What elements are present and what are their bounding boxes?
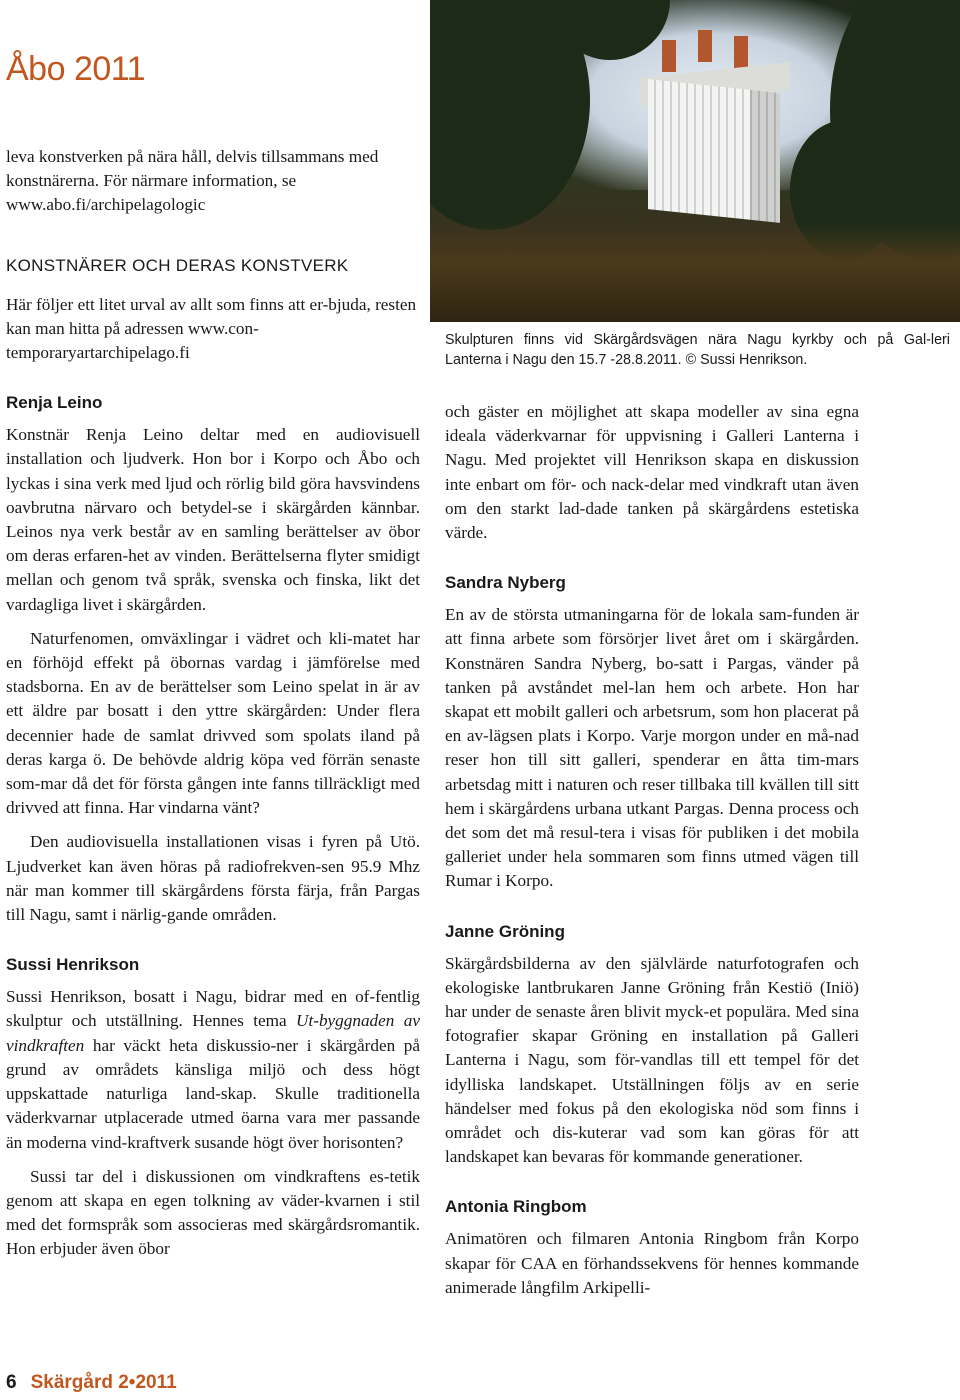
sussi-text-a: Sussi Henrikson, bosatt i Nagu, bidrar med en of-fentlig skulptur och utställning. Hennes tema xyxy=(6,987,420,1031)
renja-paragraph-1: Konstnär Renja Leino deltar med en audiovisuell installation och ljudverk. Hon bor i Korpo och Åbo och lyckas i sina verk med ljud och rörlig bild göra havsvindens oavbrutna närvaro och betydel-se i skärgården kännbar. Leinos nya verk består av en samling berättelser av öbor om deras erfaren-het av vinden. Berättelserna flyter smidigt mellan och genom två språk, svenska och finska, likt det vardagliga livet i skärgården. xyxy=(6,425,420,614)
sussi-paragraph-3: och gäster en möjlighet att skapa modeller av sina egna ideala väderkvarnar för uppvisning i Galleri Lanterna i Nagu. Med projektet vill Henrikson skapa en diskussion inte enbart om för- och nack-delar med vindkraft utan även om den starkt lad-dade tanken på skärgårdens estetiska värde. xyxy=(445,402,859,543)
page-title: Åbo 2011 xyxy=(6,50,146,88)
left-column xyxy=(6,145,420,1262)
artist-heading-renja-leino: Renja Leino xyxy=(6,393,103,413)
sussi-theme-title: Ut-byggnaden av vindkraften xyxy=(6,1011,420,1055)
photo-chimney xyxy=(734,36,748,68)
sussi-paragraph-2: Sussi tar del i diskussionen om vindkraftens es-tetik genom att skapa en egen tolkning av väder-kvarnen i stil med det formspråk som associeras med skärgårdsromantik. Hon erbjuder även öbor xyxy=(6,1166,420,1259)
artist-heading-antonia-ringbom: Antonia Ringbom xyxy=(445,1197,587,1217)
artist-heading-janne-groning: Janne Gröning xyxy=(445,921,565,941)
intro-paragraph: leva konstverken på nära håll, delvis tillsammans med konstnärerna. För närmare information, se www.abo.fi/archipelagologic xyxy=(6,147,379,215)
section-intro: Här följer ett litet urval av allt som finns att er-bjuda, resten kan man hitta på adressen www.con-temporaryartarchipelago.fi xyxy=(6,294,417,363)
right-column xyxy=(445,400,859,1300)
sussi-paragraph-1 xyxy=(6,985,420,1154)
sussi-text-b: har väckt heta diskussio-ner i skärgården på grund av områdets känsliga miljö och dess högt uppskattade naturliga land-skap. Skulle traditionella väderkvarnar utplacerade utmed öarna vara mer passande än moderna vind-kraftverk susande högt över horisonten? xyxy=(6,1035,420,1152)
photo-chimney xyxy=(662,40,676,72)
sculpture-photo xyxy=(430,0,960,322)
renja-paragraph-2: Naturfenomen, omväxlingar i vädret och kli-matet har en förhöjd effekt på öbornas vardag i jämförelse med stadsborna. En av de berättelser som Leino spelat in är av ett äldre par bosatt i den yttre skärgården: Under flera decennier hade de samlat drivved som spolats iland på deras karga ö. De behövde aldrig köpa ved förrän senaste som-mar då det för första gången inte fanns tillräckligt med drivved att finna. Har vindarna vänt? xyxy=(6,628,420,818)
artist-heading-sandra-nyberg: Sandra Nyberg xyxy=(445,573,566,593)
photo-caption: Skulpturen finns vid Skärgårdsvägen nära Nagu kyrkby och på Gal-leri Lanterna i Nagu den 15.7 -28.8.2011. © Sussi Henrikson. xyxy=(445,332,950,368)
photo-windmill-house xyxy=(648,79,780,223)
section-heading: KONSTNÄRER OCH DERAS KONSTVERK xyxy=(6,255,349,275)
sandra-paragraph-1: En av de största utmaningarna för de lokala sam-funden är att finna arbete som försörjer livet året om i skärgården. Konstnären Sandra Nyberg, bo-satt i Pargas, vänder på tanken på avståndet mel-lan hem och arbete. Hon har skapat ett mobilt galleri och arbetsrum, som hon placerat på en av-lägsen plats i Korpo. Varje morgon under en må-nad reser hon till sitt galleri, spenderar en åtta tim-mars arbetsdag mitt i naturen och reser tillbaka till kvällen till sitt hem i skärgårdens urbana utkant Pargas. Denna process och det som det må resul-tera i visas för publiken i det mobila galleriet under hela sommaren som finns utmed vägen till Rumar i Korpo. xyxy=(445,605,859,891)
photo-ground xyxy=(430,222,960,322)
antonia-paragraph-1: Animatören och filmaren Antonia Ringbom från Korpo skapar för CAA en förhandssekvens för hennes kommande animerade långfilm Arkipelli- xyxy=(445,1229,859,1297)
renja-paragraph-3: Den audiovisuella installationen visas i fyren på Utö. Ljudverket kan även höras på radiofrekven-sen 95.9 Mhz när man kommer till skärgårdens första färja, från Pargas till Nagu, samt i närlig-gande områden. xyxy=(6,832,420,925)
magazine-name: Skärgård 2•2011 xyxy=(30,1372,177,1393)
artist-heading-sussi-henrikson: Sussi Henrikson xyxy=(6,955,140,975)
page-number: 6 xyxy=(6,1372,17,1393)
photo-chimney xyxy=(698,30,712,62)
page-footer xyxy=(6,1372,177,1394)
janne-paragraph-1: Skärgårdsbilderna av den självlärde naturfotografen och ekologiske lantbrukaren Janne Gröning från Kestiö (Iniö) har under de senaste åren blivit myck-et populära. Med sina fotografier skapar Gröning en installation på Galleri Lanterna i Nagu, som för-vandlas till ett tempel för det idylliska landskapet. Utställningen följs av en serie händelser med fokus på den ekologiska nöd som finns i området och dis-kuterar vad som kan göras för att landskapet kan bevaras för kommande generationer. xyxy=(445,953,859,1167)
